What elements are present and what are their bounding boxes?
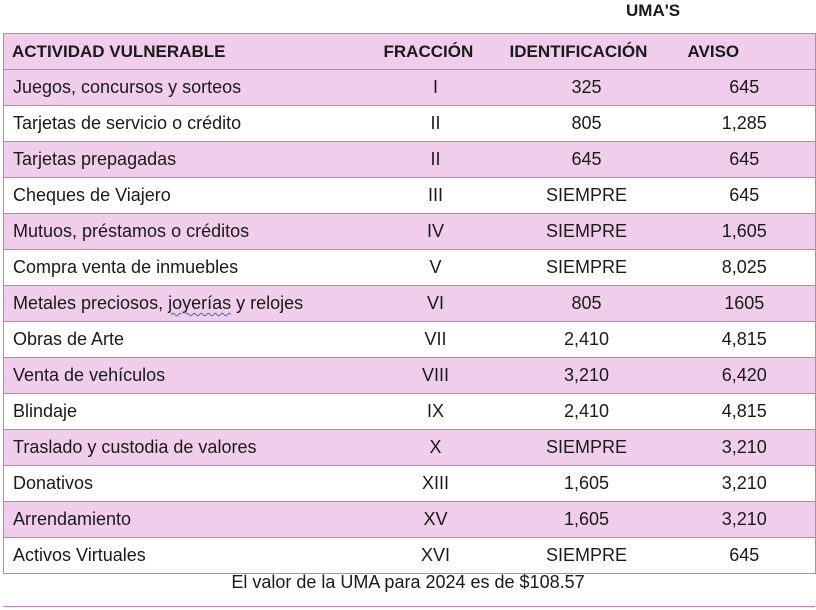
aviso-cell: 645 bbox=[674, 70, 816, 106]
table-row bbox=[4, 250, 816, 286]
aviso-cell: 1,605 bbox=[674, 214, 816, 250]
aviso-cell: 1605 bbox=[674, 286, 816, 322]
identificacion-cell: 2,410 bbox=[500, 394, 674, 430]
table-row bbox=[4, 70, 816, 106]
table-row bbox=[4, 358, 816, 394]
aviso-cell: 645 bbox=[674, 178, 816, 214]
fraccion-cell: XV bbox=[372, 502, 500, 538]
fraccion-cell: IV bbox=[372, 214, 500, 250]
header-identificacion: IDENTIFICACIÓN bbox=[500, 34, 674, 70]
identificacion-cell: SIEMPRE bbox=[500, 178, 674, 214]
identificacion-cell: 1,605 bbox=[500, 466, 674, 502]
fraccion-cell: I bbox=[372, 70, 500, 106]
actividad-cell: Blindaje bbox=[4, 394, 372, 430]
table-row bbox=[4, 394, 816, 430]
actividad-cell: Donativos bbox=[4, 466, 372, 502]
identificacion-cell: 645 bbox=[500, 142, 674, 178]
identificacion-cell: 805 bbox=[500, 106, 674, 142]
identificacion-cell: 805 bbox=[500, 286, 674, 322]
uma-column-group-title: UMA'S bbox=[626, 1, 681, 20]
identificacion-cell: 325 bbox=[500, 70, 674, 106]
aviso-cell: 645 bbox=[674, 142, 816, 178]
fraccion-cell: VI bbox=[372, 286, 500, 322]
table-row bbox=[4, 538, 816, 574]
table-row bbox=[4, 142, 816, 178]
fraccion-cell: XIII bbox=[372, 466, 500, 502]
aviso-cell: 1,285 bbox=[674, 106, 816, 142]
actividad-cell: Activos Virtuales bbox=[4, 538, 372, 574]
identificacion-cell: 3,210 bbox=[500, 358, 674, 394]
table-row bbox=[4, 430, 816, 466]
fraccion-cell: X bbox=[372, 430, 500, 466]
table-row bbox=[4, 502, 816, 538]
aviso-cell: 645 bbox=[674, 538, 816, 574]
actividad-cell: Obras de Arte bbox=[4, 322, 372, 358]
aviso-cell: 3,210 bbox=[674, 430, 816, 466]
spellcheck-underline: joyerías bbox=[168, 293, 232, 313]
actividad-cell: Venta de vehículos bbox=[4, 358, 372, 394]
actividad-cell: Cheques de Viajero bbox=[4, 178, 372, 214]
identificacion-cell: SIEMPRE bbox=[500, 250, 674, 286]
table-row bbox=[4, 178, 816, 214]
table-header-row bbox=[4, 34, 816, 70]
aviso-cell: 6,420 bbox=[674, 358, 816, 394]
actividad-cell: Metales preciosos, joyerías y relojes bbox=[4, 286, 372, 322]
fraccion-cell: XVI bbox=[372, 538, 500, 574]
identificacion-cell: 2,410 bbox=[500, 322, 674, 358]
uma-value-footnote: El valor de la UMA para 2024 es de $108.57 bbox=[231, 572, 585, 592]
table-row bbox=[4, 466, 816, 502]
identificacion-cell: SIEMPRE bbox=[500, 214, 674, 250]
table-row bbox=[4, 106, 816, 142]
aviso-cell: 3,210 bbox=[674, 466, 816, 502]
uma-thresholds-table bbox=[3, 33, 816, 574]
table-row bbox=[4, 214, 816, 250]
actividad-cell: Juegos, concursos y sorteos bbox=[4, 70, 372, 106]
actividad-cell: Tarjetas prepagadas bbox=[4, 142, 372, 178]
fraccion-cell: IX bbox=[372, 394, 500, 430]
actividad-cell: Arrendamiento bbox=[4, 502, 372, 538]
aviso-cell: 4,815 bbox=[674, 394, 816, 430]
header-actividad-vulnerable: ACTIVIDAD VULNERABLE bbox=[4, 34, 372, 70]
identificacion-cell: 1,605 bbox=[500, 502, 674, 538]
actividad-cell: Traslado y custodia de valores bbox=[4, 430, 372, 466]
aviso-cell: 8,025 bbox=[674, 250, 816, 286]
actividad-cell: Mutuos, préstamos o créditos bbox=[4, 214, 372, 250]
aviso-cell: 4,815 bbox=[674, 322, 816, 358]
table-row bbox=[4, 322, 816, 358]
header-fraccion: FRACCIÓN bbox=[372, 34, 500, 70]
table-row bbox=[4, 286, 816, 322]
fraccion-cell: VIII bbox=[372, 358, 500, 394]
fraccion-cell: V bbox=[372, 250, 500, 286]
fraccion-cell: VII bbox=[372, 322, 500, 358]
identificacion-cell: SIEMPRE bbox=[500, 538, 674, 574]
aviso-cell: 3,210 bbox=[674, 502, 816, 538]
fraccion-cell: II bbox=[372, 106, 500, 142]
actividad-cell: Tarjetas de servicio o crédito bbox=[4, 106, 372, 142]
actividad-cell: Compra venta de inmuebles bbox=[4, 250, 372, 286]
identificacion-cell: SIEMPRE bbox=[500, 430, 674, 466]
fraccion-cell: III bbox=[372, 178, 500, 214]
bottom-divider bbox=[3, 606, 815, 607]
fraccion-cell: II bbox=[372, 142, 500, 178]
header-aviso: AVISO bbox=[674, 34, 816, 70]
